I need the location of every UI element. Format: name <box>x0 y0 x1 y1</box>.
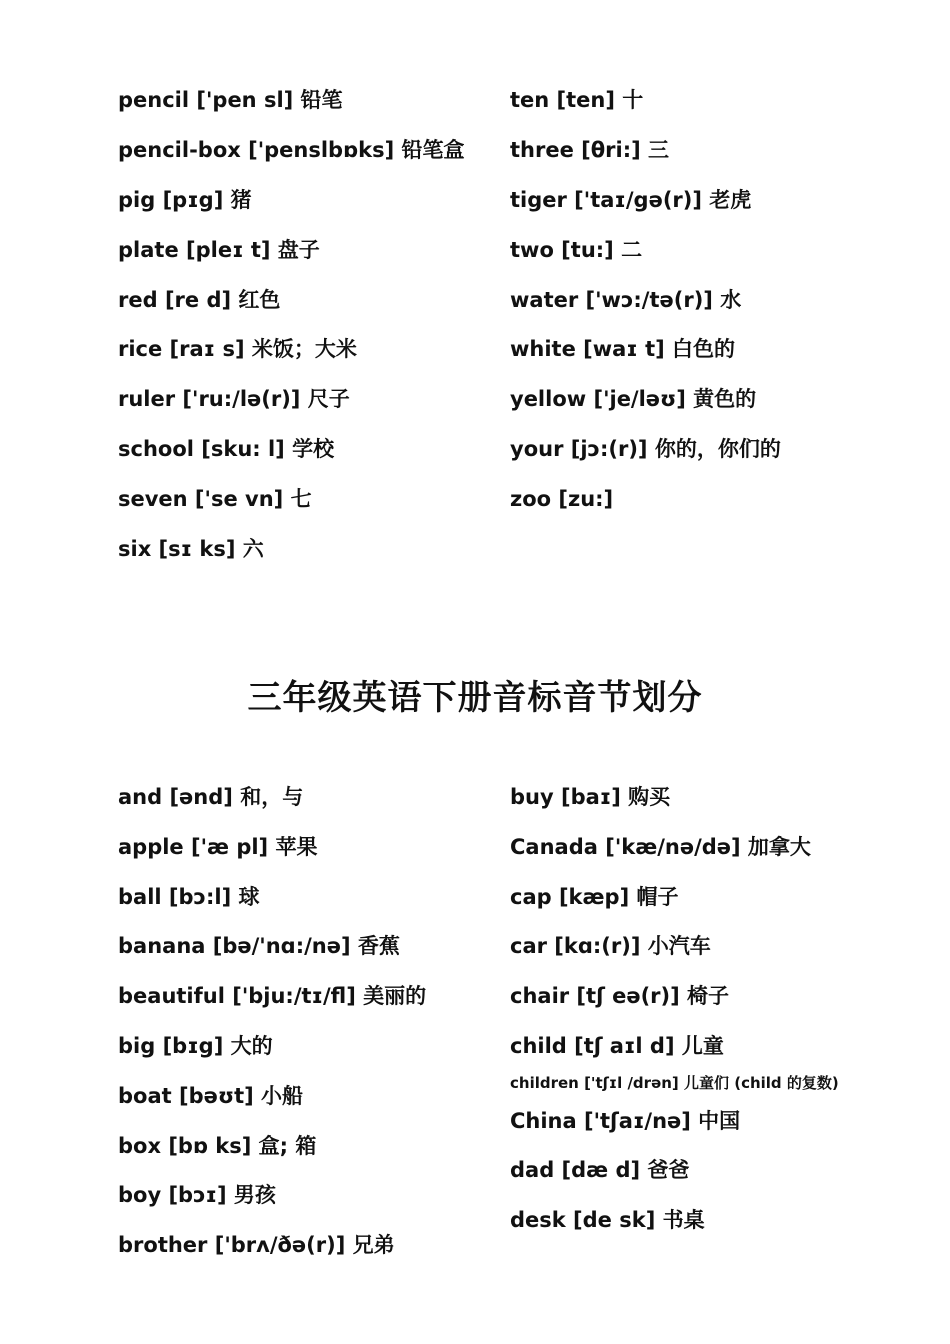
vocab-entry: cap [kæp] 帽子 <box>510 885 679 909</box>
vocab-entry: and [ənd] 和，与 <box>118 785 304 809</box>
vocab-entry: car [kɑ:(r)] 小汽车 <box>510 934 711 958</box>
vocab-entry: boy [bɔɪ] 男孩 <box>118 1183 276 1207</box>
vocab-entry: zoo [zu:] <box>510 487 614 511</box>
vocab-entry: banana [bə/'nɑ:/nə] 香蕉 <box>118 934 400 958</box>
vocab-entry: two [tu:] 二 <box>510 238 643 262</box>
vocab-entry: dad [dæ d] 爸爸 <box>510 1158 690 1182</box>
vocab-entry: buy [baɪ] 购买 <box>510 785 671 809</box>
vocab-entry: plate [pleɪ t] 盘子 <box>118 238 320 262</box>
vocab-entry: China ['tʃaɪ/nə] 中国 <box>510 1109 741 1133</box>
vocab-entry: red [re d] 红色 <box>118 288 281 312</box>
vocab-entry: box [bɒ ks] 盒; 箱 <box>118 1134 317 1158</box>
vocab-entry: chair [tʃ eə(r)] 椅子 <box>510 984 730 1008</box>
vocab-entry: school [sku: l] 学校 <box>118 437 335 461</box>
vocab-entry: ruler ['ru:/lə(r)] 尺子 <box>118 387 350 411</box>
vocab-entry: yellow ['je/ləʊ] 黄色的 <box>510 387 757 411</box>
vocab-entry: big [bɪg] 大的 <box>118 1034 273 1058</box>
vocab-entry: your [jɔ:(r)] 你的，你们的 <box>510 437 781 461</box>
vocab-entry: ten [ten] 十 <box>510 88 644 112</box>
vocab-entry: Canada ['kæ/nə/də] 加拿大 <box>510 835 811 859</box>
vocab-entry: apple ['æ pl] 苹果 <box>118 835 318 859</box>
vocab-entry: pencil-box ['penslbɒks] 铅笔盒 <box>118 138 465 162</box>
vocab-entry: desk [de sk] 书桌 <box>510 1208 705 1232</box>
vocab-entry: six [sɪ ks] 六 <box>118 537 264 561</box>
vocab-entry: water ['wɔ:/tə(r)] 水 <box>510 288 742 312</box>
vocab-entry: child [tʃ aɪl d] 儿童 <box>510 1034 724 1058</box>
vocab-entry: three [θri:] 三 <box>510 138 670 162</box>
vocab-entry: children ['tʃɪl /drən] 儿童们 (child 的复数) <box>510 1074 839 1092</box>
vocab-entry: boat [bəʊt] 小船 <box>118 1084 304 1108</box>
vocab-entry: brother ['brʌ/ðə(r)] 兄弟 <box>118 1233 395 1257</box>
vocab-entry: pencil ['pen sl] 铅笔 <box>118 88 343 112</box>
vocab-entry: rice [raɪ s] 米饭；大米 <box>118 337 357 361</box>
vocab-entry: pig [pɪg] 猪 <box>118 188 252 212</box>
section-title: 三年级英语下册音标音节划分 <box>247 678 703 718</box>
vocab-entry: ball [bɔ:l] 球 <box>118 885 260 909</box>
vocab-entry: beautiful ['bju:/tɪ/fl] 美丽的 <box>118 984 427 1008</box>
vocab-entry: tiger ['taɪ/gə(r)] 老虎 <box>510 188 752 212</box>
vocab-entry: white [waɪ t] 白色的 <box>510 337 736 361</box>
vocab-entry: seven ['se vn] 七 <box>118 487 312 511</box>
